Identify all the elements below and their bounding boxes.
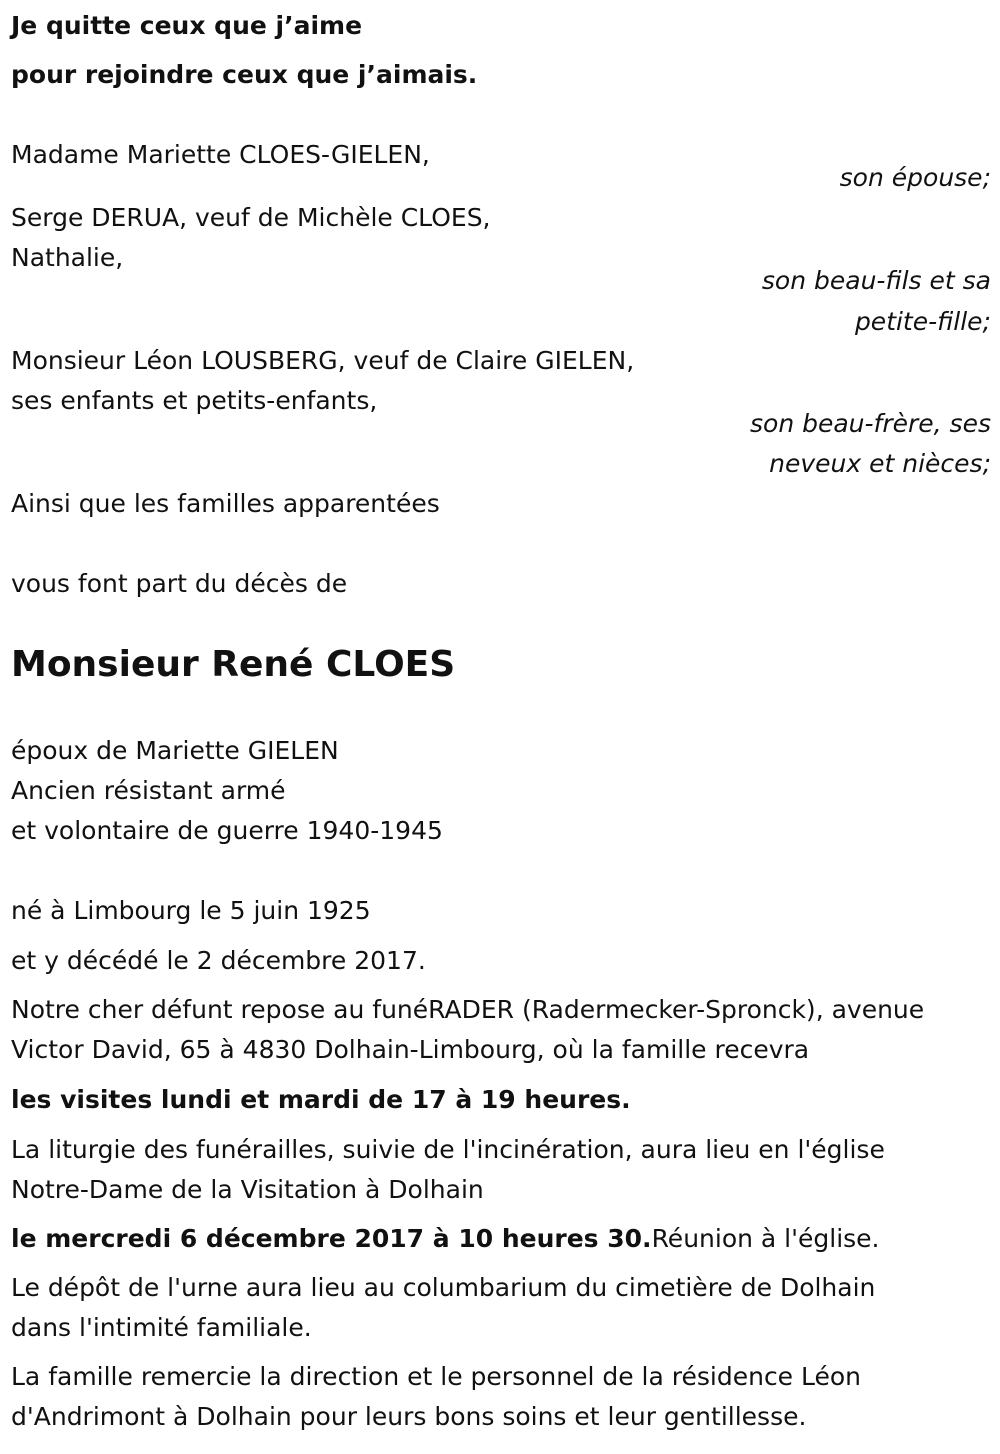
brotherinlaw-role-line-1: son beau-frère, ses [750,409,991,438]
granddaughter-name: Nathalie, [11,243,124,272]
deceased-name: Monsieur René CLOES [11,644,456,685]
urn-line-2: dans l'intimité familiale. [11,1313,312,1342]
ceremony-date: le mercredi 6 décembre 2017 à 10 heures 30. [11,1224,652,1253]
quote-line-1: Je quitte ceux que j’aime [11,11,363,40]
birth-line: né à Limbourg le 5 juin 1925 [11,896,371,925]
rest-line-2: Victor David, 65 à 4830 Dolhain-Limbourg, où la famille recevra [11,1035,810,1064]
thanks-line-2: d'Andrimont à Dolhain pour leurs bons soins et leur gentillesse. [11,1402,807,1431]
announcement-line: vous font part du décès de [11,569,348,598]
thanks-line-1: La famille remercie la direction et le personnel de la résidence Léon [11,1362,862,1391]
death-line: et y décédé le 2 décembre 2017. [11,946,426,975]
urn-line-1: Le dépôt de l'urne aura lieu au columbarium du cimetière de Dolhain [11,1273,876,1302]
deceased-line-1: époux de Mariette GIELEN [11,736,339,765]
visits-line: les visites lundi et mardi de 17 à 19 heures. [11,1085,631,1114]
stepson-role-line-1: son beau-fils et sa [761,266,991,295]
rest-line-1: Notre cher défunt repose au funéRADER (Radermecker-Spronck), avenue [11,995,925,1024]
quote-line-2: pour rejoindre ceux que j’aimais. [11,60,478,89]
deceased-line-3: et volontaire de guerre 1940-1945 [11,816,443,845]
deceased-line-2: Ancien résistant armé [11,776,286,805]
brotherinlaw-role-line-2: neveux et nièces; [769,449,991,478]
brotherinlaw-name: Monsieur Léon LOUSBERG, veuf de Claire GIELEN, [11,346,635,375]
meeting-note: Réunion à l'église. [651,1224,880,1253]
brotherinlaw-children: ses enfants et petits-enfants, [11,386,378,415]
stepson-role-line-2: petite-fille; [854,307,991,336]
ceremony-line [11,1219,991,1259]
relatives-line: Ainsi que les familles apparentées [11,489,440,518]
spouse-name: Madame Mariette CLOES-GIELEN, [11,140,430,169]
liturgy-line-1: La liturgie des funérailles, suivie de l'incinération, aura lieu en l'église [11,1135,885,1164]
spouse-role: son épouse; [839,163,991,192]
stepson-name: Serge DERUA, veuf de Michèle CLOES, [11,203,491,232]
liturgy-line-2: Notre-Dame de la Visitation à Dolhain [11,1175,484,1204]
